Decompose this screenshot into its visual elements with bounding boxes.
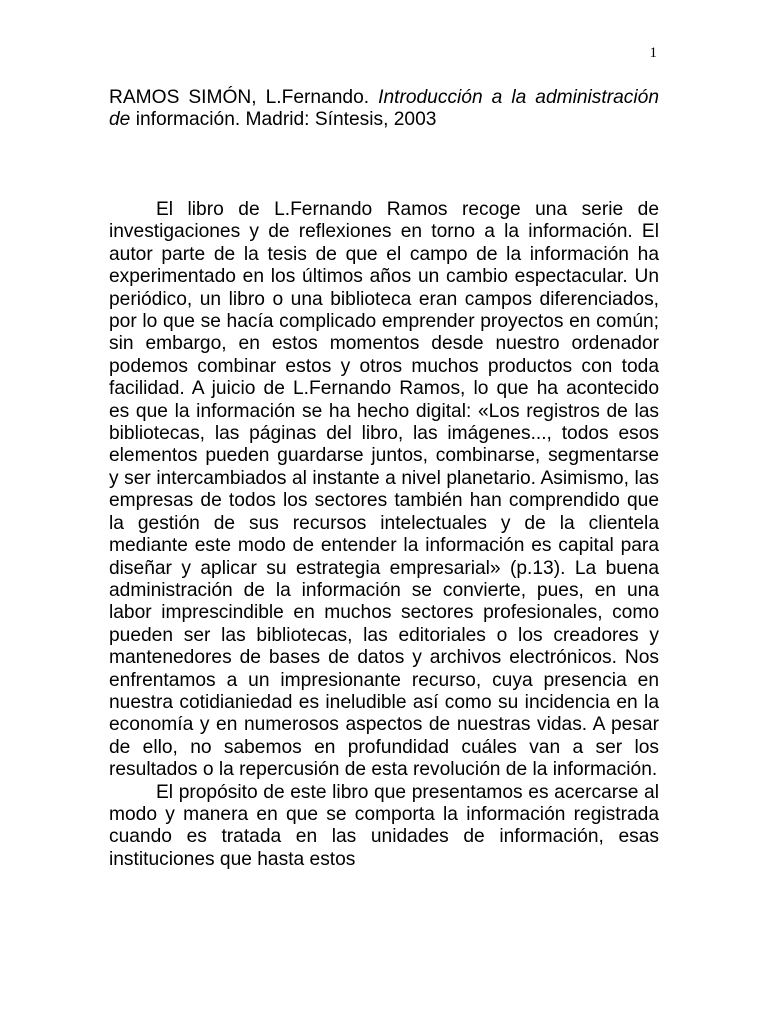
paragraph: El propósito de este libro que presentamos es acercarse al modo y manera en que se comporta la información registrada cuando es tratada en las unidades de información, esas instituciones que hasta estos xyxy=(109,781,659,870)
paragraph: El libro de L.Fernando Ramos recoge una serie de investigaciones y de reflexiones en torno a la información. El autor parte de la tesis de que el campo de la información ha experimentado en los últimos años un cambio espectacular. Un periódico, un libro o una biblioteca eran campos diferenciados, por lo que se hacía complicado emprender proyectos en común; sin embargo, en estos momentos desde nuestro ordenador podemos combinar estos y otros muchos productos con toda facilidad. A juicio de L.Fernando Ramos, lo que ha acontecido es que la información se ha hecho digital: «Los registros de las bibliotecas, las páginas del libro, las imágenes..., todos esos elementos pueden guardarse juntos, combinarse, segmentarse y ser intercambiados al instante a nivel planetario. Asimismo, las empresas de todos los sectores también han comprendido que la gestión de sus recursos intelectuales y de la clientela mediante este modo de entender la información es capital para diseñar y aplicar su estrategia empresarial» (p.13). La buena administración de la información se convierte, pues, en una labor imprescindible en muchos sectores profesionales, como pueden ser las bibliotecas, las editoriales o los creadores y mantenedores de bases de datos y archivos electrónicos. Nos enfrentamos a un impresionante recurso, cuya presencia en nuestra cotidianiedad es ineludible así como su incidencia en la economía y en numerosos aspectos de nuestras vidas. A pesar de ello, no sabemos en profundidad cuáles van a ser los resultados o la repercusión de esta revolución de la información. xyxy=(109,199,659,781)
citation-publication: información. Madrid: Síntesis, 2003 xyxy=(135,109,437,131)
citation-title: Introducción a la administración de xyxy=(109,87,659,131)
bibliographic-citation xyxy=(109,87,659,132)
review-body xyxy=(109,199,659,871)
citation-author: RAMOS SIMÓN, L.Fernando. xyxy=(109,87,370,108)
page-number: 1 xyxy=(649,45,657,61)
